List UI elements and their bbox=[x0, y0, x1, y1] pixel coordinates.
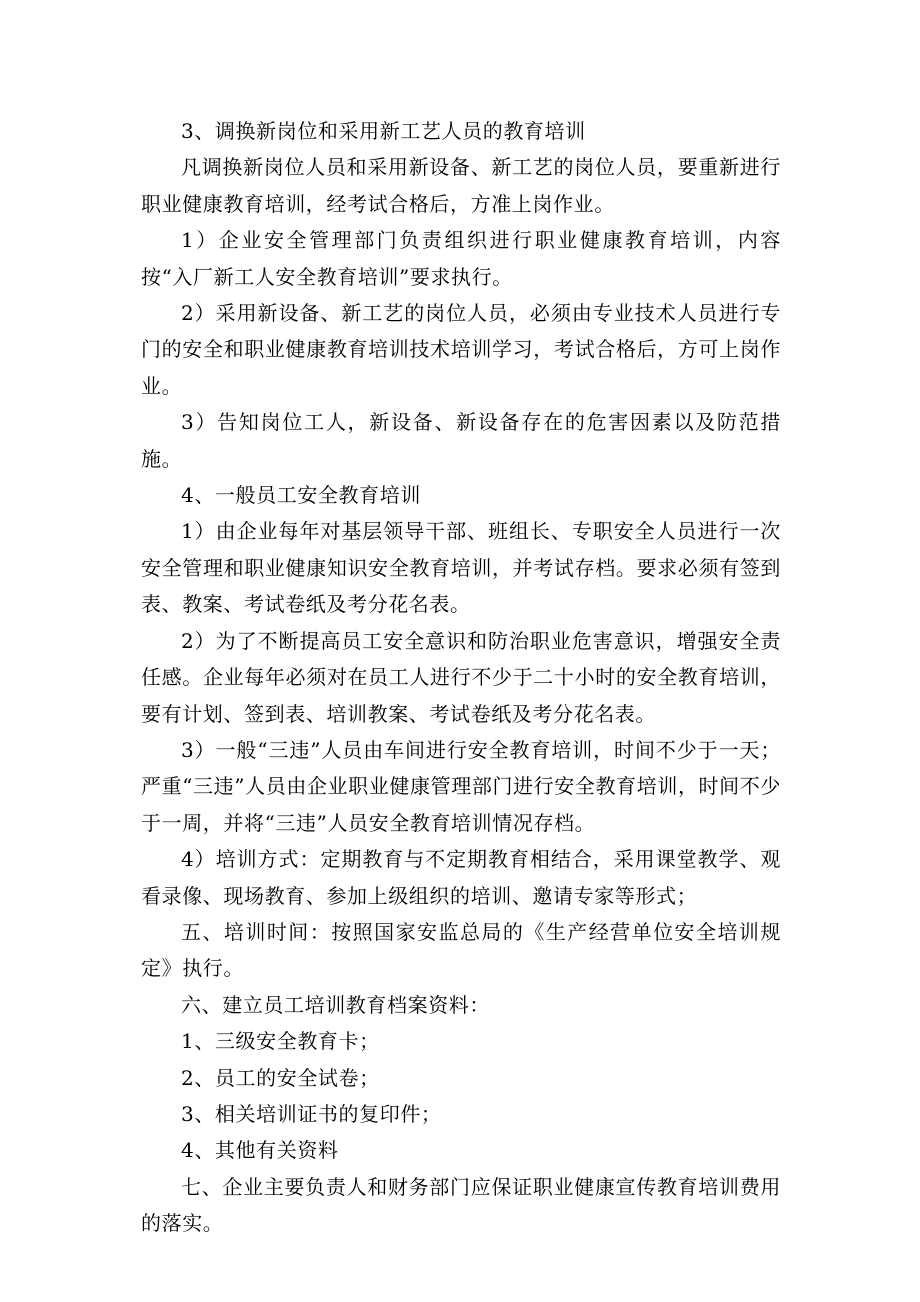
list-item: 3）一般“三违”人员由车间进行安全教育培训，时间不少于一天；严重“三违”人员由企业职业健康管理部门进行安全教育培训，时间不少于一周，并将“三违”人员安全教育培训情况存档。 bbox=[141, 737, 781, 835]
section-heading: 3、调换新岗位和采用新工艺人员的教育培训 bbox=[181, 119, 586, 143]
list-item: 3）告知岗位工人，新设备、新设备存在的危害因素以及防范措施。 bbox=[141, 410, 781, 471]
list-item: 4）培训方式：定期教育与不定期教育相结合，采用课堂教学、观看录像、现场教育、参加上级组织的培训、邀请专家等形式； bbox=[141, 847, 781, 908]
list-item: 2、员工的安全试卷； bbox=[181, 1065, 380, 1090]
document-body bbox=[141, 113, 781, 1242]
list-item: 1）企业安全管理部门负责组织进行职业健康教育培训，内容按“入厂新工人安全教育培训”要求执行。 bbox=[141, 228, 781, 289]
list-item: 2）采用新设备、新工艺的岗位人员，必须由专业技术人员进行专门的安全和职业健康教育培训技术培训学习，考试合格后，方可上岗作业。 bbox=[141, 301, 781, 398]
list-item: 1、三级安全教育卡； bbox=[181, 1029, 380, 1054]
list-item: 4、其他有关资料 bbox=[181, 1138, 339, 1163]
list-item: 3、相关培训证书的复印件； bbox=[181, 1101, 442, 1126]
section-heading: 六、建立员工培训教育档案资料： bbox=[181, 992, 490, 1017]
paragraph: 凡调换新岗位人员和采用新设备、新工艺的岗位人员，要重新进行职业健康教育培训，经考试合格后，方准上岗作业。 bbox=[141, 155, 781, 216]
section-heading: 4、一般员工安全教育培训 bbox=[181, 483, 421, 508]
list-item: 1）由企业每年对基层领导干部、班组长、专职安全人员进行一次安全管理和职业健康知识安全教育培训，并考试存档。要求必须有签到表、教案、考试卷纸及考分花名表。 bbox=[141, 519, 781, 617]
section-heading: 七、企业主要负责人和财务部门应保证职业健康宣传教育培训费用的落实。 bbox=[141, 1174, 781, 1236]
section-heading: 五、培训时间：按照国家安监总局的《生产经营单位安全培训规定》执行。 bbox=[141, 919, 781, 981]
list-item: 2）为了不断提高员工安全意识和防治职业危害意识，增强安全责任感。企业每年必须对在员工人进行不少于二十小时的安全教育培训，要有计划、签到表、培训教案、考试卷纸及考分花名表。 bbox=[141, 628, 781, 726]
